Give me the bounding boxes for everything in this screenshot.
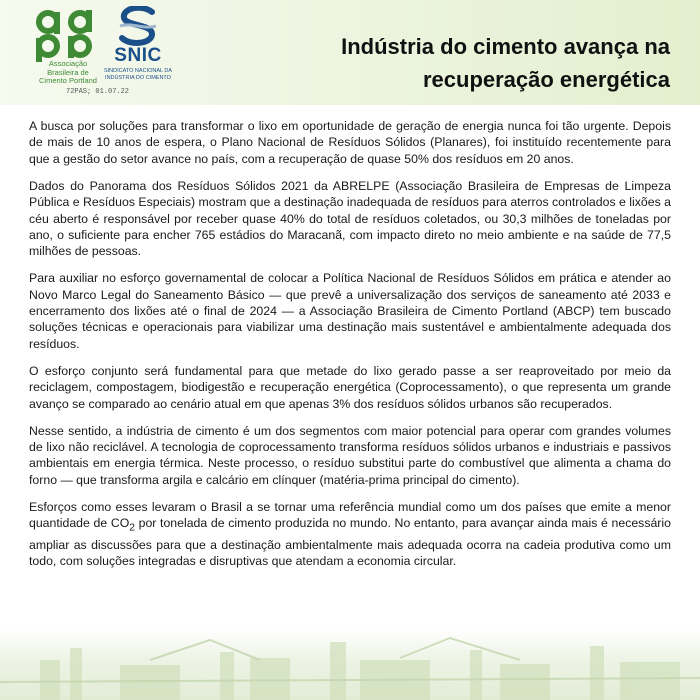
paragraph: Para auxiliar no esforço governamental de colocar a Política Nacional de Resíduos Sólidos em prática e atender ao Novo Marco Legal do Saneamento Básico — que prevê a universalização dos serviços de saneamento até 2033 e encerramento dos lixões até o final de 2024 — a Associação Brasileira de Cimento Portland (ABCP) tem buscado soluções técnicas e operacionais para viabilizar uma destinação mais sustentável e ambientalmente adequada dos resíduos.	[29, 271, 671, 351]
paragraph: Esforços como esses levaram o Brasil a se tornar uma referência mundial como um dos países que emite a menor quantidade de $CO_2$ por tonelada de cimento produzida no mundo. No entanto, para avançar ainda mais é necessário ampliar as discussões para que a destinação ambientalmente mais adequada ocorra na cadeia produtiva como um todo, com soluções integradas e disruptivas que atendam a economia circular.	[29, 499, 671, 569]
logos-group	[0, 0, 200, 105]
headline-line: recuperação energética	[422, 67, 670, 92]
headline-line: Indústria do cimento avança na	[341, 34, 670, 59]
snic-subtitle: SINDICATO NACIONAL DA INDÚSTRIA DO CIMENTO	[103, 68, 173, 81]
header-banner	[0, 0, 700, 105]
paragraph: A busca por soluções para transformar o lixo em oportunidade de geração de energia nunca foi tão urgente. Depois de mais de 10 anos de espera, o Plano Nacional de Resíduos Sólidos (Planares), foi instituído recentemente para que a gestão do setor avance no país, com a recuperação de quase 50% dos resíduos em 20 anos.	[29, 119, 671, 166]
snic-logo	[112, 6, 164, 46]
abcp-name: Associação Brasileira de Cimento Portland	[39, 59, 97, 85]
subscript: 2	[129, 522, 135, 534]
snic-title: SNIC	[114, 45, 162, 66]
factory-silhouette	[0, 630, 700, 700]
document-code: 72PAS; 01.07.22	[66, 88, 130, 96]
paragraph: O esforço conjunto será fundamental para que metade do lixo gerado passe a ser reaproveitado por meio da reciclagem, compostagem, biodigestão e recuperação energética (Coprocessamento), o que representa um grande avanço se comparado ao cenário atual em que apenas 3% dos resíduos sólidos urbanos são recuperados.	[29, 363, 671, 411]
paragraph: Dados do Panorama dos Resíduos Sólidos 2021 da ABRELPE (Associação Brasileira de Empresas de Limpeza Pública e Resíduos Especiais) mostram que a destinação inadequada de resíduos para aterros controlados e lixões a céu aberto é responsável por receber quase 40% do total de resíduos coletados, ou 30,3 milhões de toneladas por ano, o suficiente para encher 765 estádios do Maracanã, com impacto direto no meio ambiente e na saúde de 77,5 milhões de pessoas.	[29, 178, 671, 259]
article-body	[29, 118, 671, 580]
abcp-logo	[30, 8, 100, 63]
page-title	[250, 30, 670, 96]
footer-industrial-illustration	[0, 630, 700, 700]
paragraph: Nesse sentido, a indústria de cimento é um dos segmentos com maior potencial para operar com grandes volumes de lixo não reciclável. A tecnologia de coprocessamento transforma resíduos sólidos urbanos e industriais e passivos ambientais em energia térmica. Neste processo, o resíduo substitui parte do combustível que alimenta a chama do forno — que transforma argila e calcário em clínquer (matéria-prima principal do cimento).	[29, 423, 671, 487]
